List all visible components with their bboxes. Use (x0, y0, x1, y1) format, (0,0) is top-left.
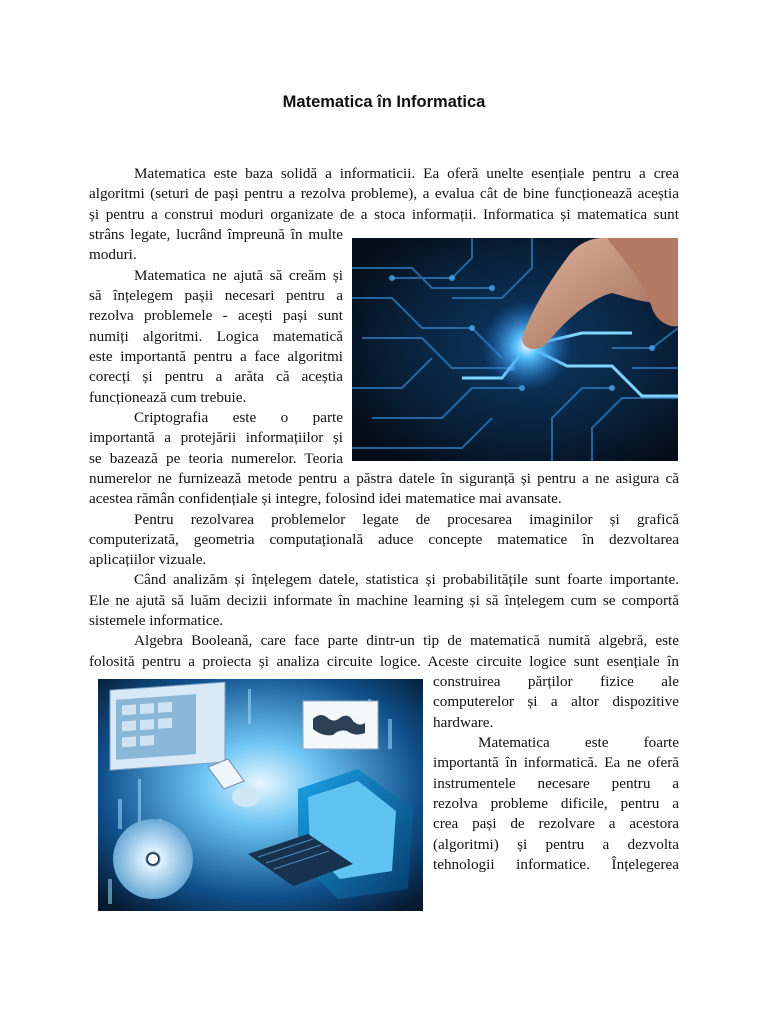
text-line: instrumentele necesare pentru a (433, 775, 679, 792)
text-line: aplicațiilor vizuale. (89, 551, 207, 568)
text-line: importantă a protejării informațiilor și (89, 429, 343, 446)
text-line: Ele ne ajută să luăm decizii informate în machine learning și să înțelegem cum se comportă (89, 592, 679, 609)
text-line: Algebra Booleană, care face parte dintr-un tip de matematică numită algebră, este (134, 632, 679, 649)
text-line: Matematica este baza solidă a informaticii. Ea oferă unelte esențiale pentru a crea (134, 165, 679, 182)
text-line: este importantă pentru a face algoritmi (89, 348, 343, 365)
text-line: Pentru rezolvarea problemelor legate de procesarea imaginilor și grafică (134, 511, 679, 528)
text-line: strâns legate, lucrând împreună în multe (89, 226, 343, 243)
text-line: computerelor și a altor dispozitive (433, 693, 679, 710)
text-line: Matematica este foarte (478, 734, 679, 751)
text-line: să înțelegem pașii necesari pentru a (89, 287, 343, 304)
text-line: rezolva problemele - acești pași sunt (89, 307, 343, 324)
page-title: Matematica în Informatica (282, 93, 486, 111)
text-line: folosită pentru a proiecta și analiza circuite logice. Aceste circuite logice sunt esențiale în (89, 653, 679, 670)
text-line: moduri. (89, 246, 137, 263)
text-line: acestea rămân confidențiale și integre, folosind idei matematice mai avansate. (89, 490, 562, 507)
text-line: Când analizăm și înțelegem datele, statistica și probabilitățile sunt foarte importante. (134, 571, 679, 588)
text-line: crea pași de rezolvare a acestora (433, 815, 679, 832)
text-line: și pentru a construi moduri organizate de a stoca informații. Informatica și matematica sunt (89, 206, 679, 223)
circuit-board-touch-image (352, 238, 678, 461)
text-line: numiți algoritmi. Logica matematică (89, 328, 343, 345)
text-line: sistemele informatice. (89, 612, 224, 629)
text-line: se bazează pe teoria numerelor. Teoria (89, 450, 343, 467)
text-line: computerizată, geometria computațională aduce concepte matematice în dezvoltarea (89, 531, 679, 548)
text-line: funcționează cum trebuie. (89, 389, 247, 406)
text-line: importantă în informatică. Ea ne oferă (433, 754, 679, 771)
text-line: hardware. (433, 714, 494, 731)
computers-technology-collage-image (98, 679, 423, 911)
text-line: (algoritmi) și pentru a dezvolta (433, 836, 679, 853)
text-line: construirea părților fizice ale (433, 673, 679, 690)
text-line: corecți și pentru a arăta că aceștia (89, 368, 343, 385)
text-line: algoritmi (seturi de pași pentru a rezolva probleme), a evalua cât de bine funcționează aceștia (89, 185, 679, 202)
text-line: tehnologii informatice. Înțelegerea (433, 856, 679, 873)
text-line: rezolva probleme dificile, pentru a (433, 795, 679, 812)
text-line: Criptografia este o parte (134, 409, 343, 426)
text-line: numerelor ne furnizează metode pentru a păstra datele în siguranță și pentru a ne asigura că (89, 470, 679, 487)
text-line: Matematica ne ajută să creăm și (134, 267, 343, 284)
